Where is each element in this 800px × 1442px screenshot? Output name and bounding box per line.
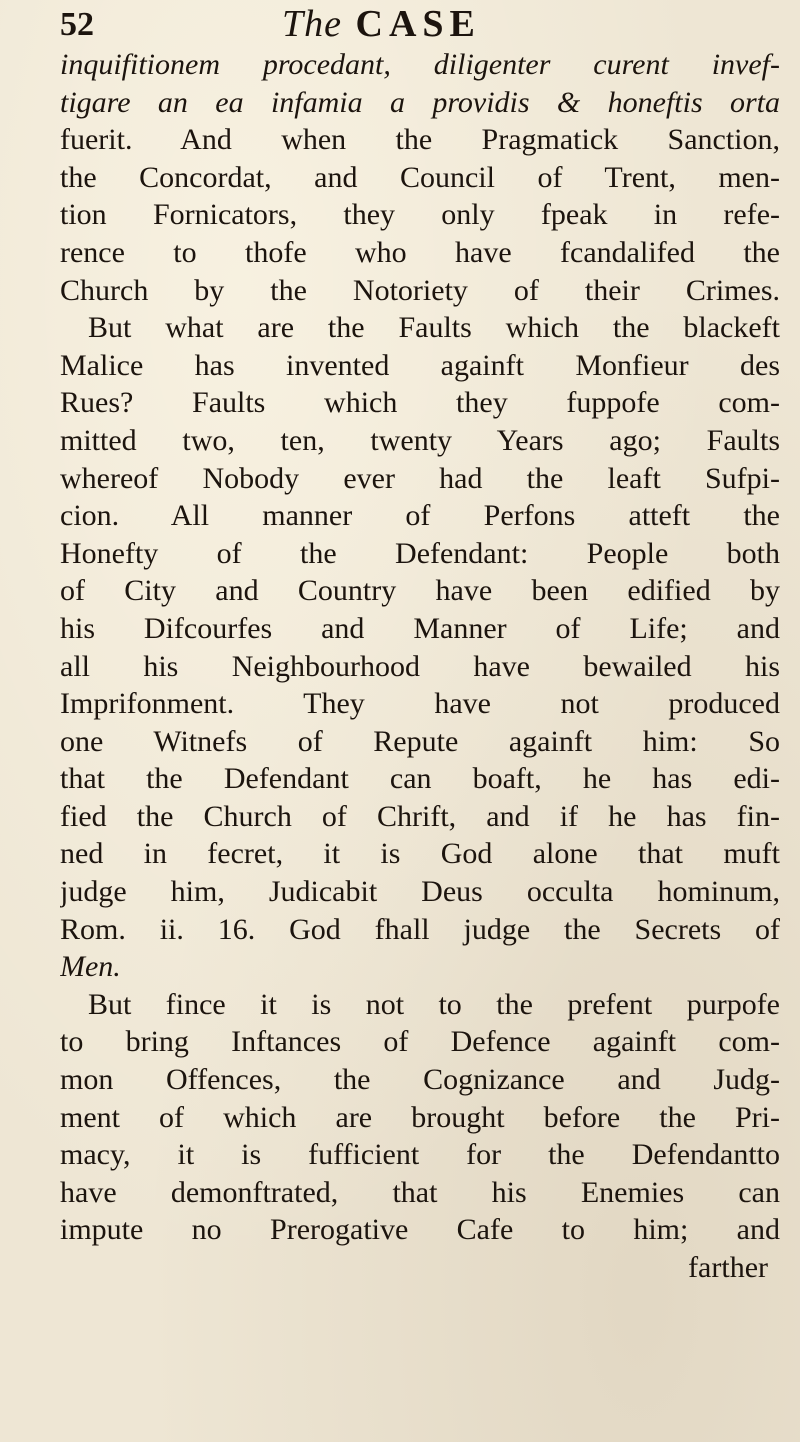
text-line: judge him, Judicabit Deus occulta hominum, (60, 875, 780, 909)
text-line: mon Offences, the Cognizance and Judg- (60, 1063, 780, 1097)
text-line: Church by the Notoriety of their Crimes. (60, 273, 780, 307)
text-line: to bring Inftances of Defence againft com- (60, 1025, 780, 1059)
running-head-the: The (282, 3, 342, 45)
text-line: rence to thofe who have fcandalifed the (60, 235, 780, 269)
text-line: But fince it is not to the prefent purpofe (88, 987, 780, 1021)
text-line: Malice has invented againft Monfieur des (60, 348, 780, 382)
text-line: impute no Prerogative Cafe to him; and (60, 1213, 780, 1247)
text-line: ment of which are brought before the Pri- (60, 1100, 780, 1134)
text-line: mitted two, ten, twenty Years ago; Faults (60, 423, 780, 457)
text-line: of City and Country have been edified by (60, 574, 780, 608)
text-line: all his Neighbourhood have bewailed his (60, 649, 780, 683)
page-number: 52 (60, 6, 94, 43)
text-line: whereof Nobody ever had the leaft Sufpi- (60, 461, 780, 495)
catchword: farther (688, 1251, 768, 1284)
text-line: ned in fecret, it is God alone that muft (60, 837, 780, 871)
text-line: the Concordat, and Council of Trent, men- (60, 160, 780, 194)
text-line: inquifitionem procedant, diligenter curent invef- (60, 48, 780, 81)
body-text (60, 46, 780, 1287)
text-line: fuerit. And when the Pragmatick Sanction, (60, 123, 780, 157)
text-line: Honefty of the Defendant: People both (60, 536, 780, 570)
text-line: cion. All manner of Perfons atteft the (60, 499, 780, 533)
running-head (282, 2, 481, 46)
text-line: his Difcourfes and Manner of Life; and (60, 611, 780, 645)
text-line: Rom. ii. 16. God fhall judge the Secrets of (60, 912, 780, 946)
text-line: one Witnefs of Repute againft him: So (60, 724, 780, 758)
text-line: tigare an ea infamia a providis & honeftis orta (60, 85, 780, 119)
text-line: Imprifonment. They have not produced (60, 687, 780, 721)
text-line: fied the Church of Chrift, and if he has fin- (60, 799, 780, 833)
text-line: macy, it is fufficient for the Defendantto (60, 1138, 780, 1172)
text-line: But what are the Faults which the blackeft (88, 311, 780, 345)
running-head-case: CASE (355, 3, 481, 45)
text-line: tion Fornicators, they only fpeak in refe- (60, 198, 780, 232)
text-line: Rues? Faults which they fuppofe com- (60, 386, 780, 420)
text-line: that the Defendant can boaft, he has edi- (60, 762, 780, 796)
text-line: have demonftrated, that his Enemies can (60, 1175, 780, 1209)
text-line: Men. (60, 950, 121, 984)
